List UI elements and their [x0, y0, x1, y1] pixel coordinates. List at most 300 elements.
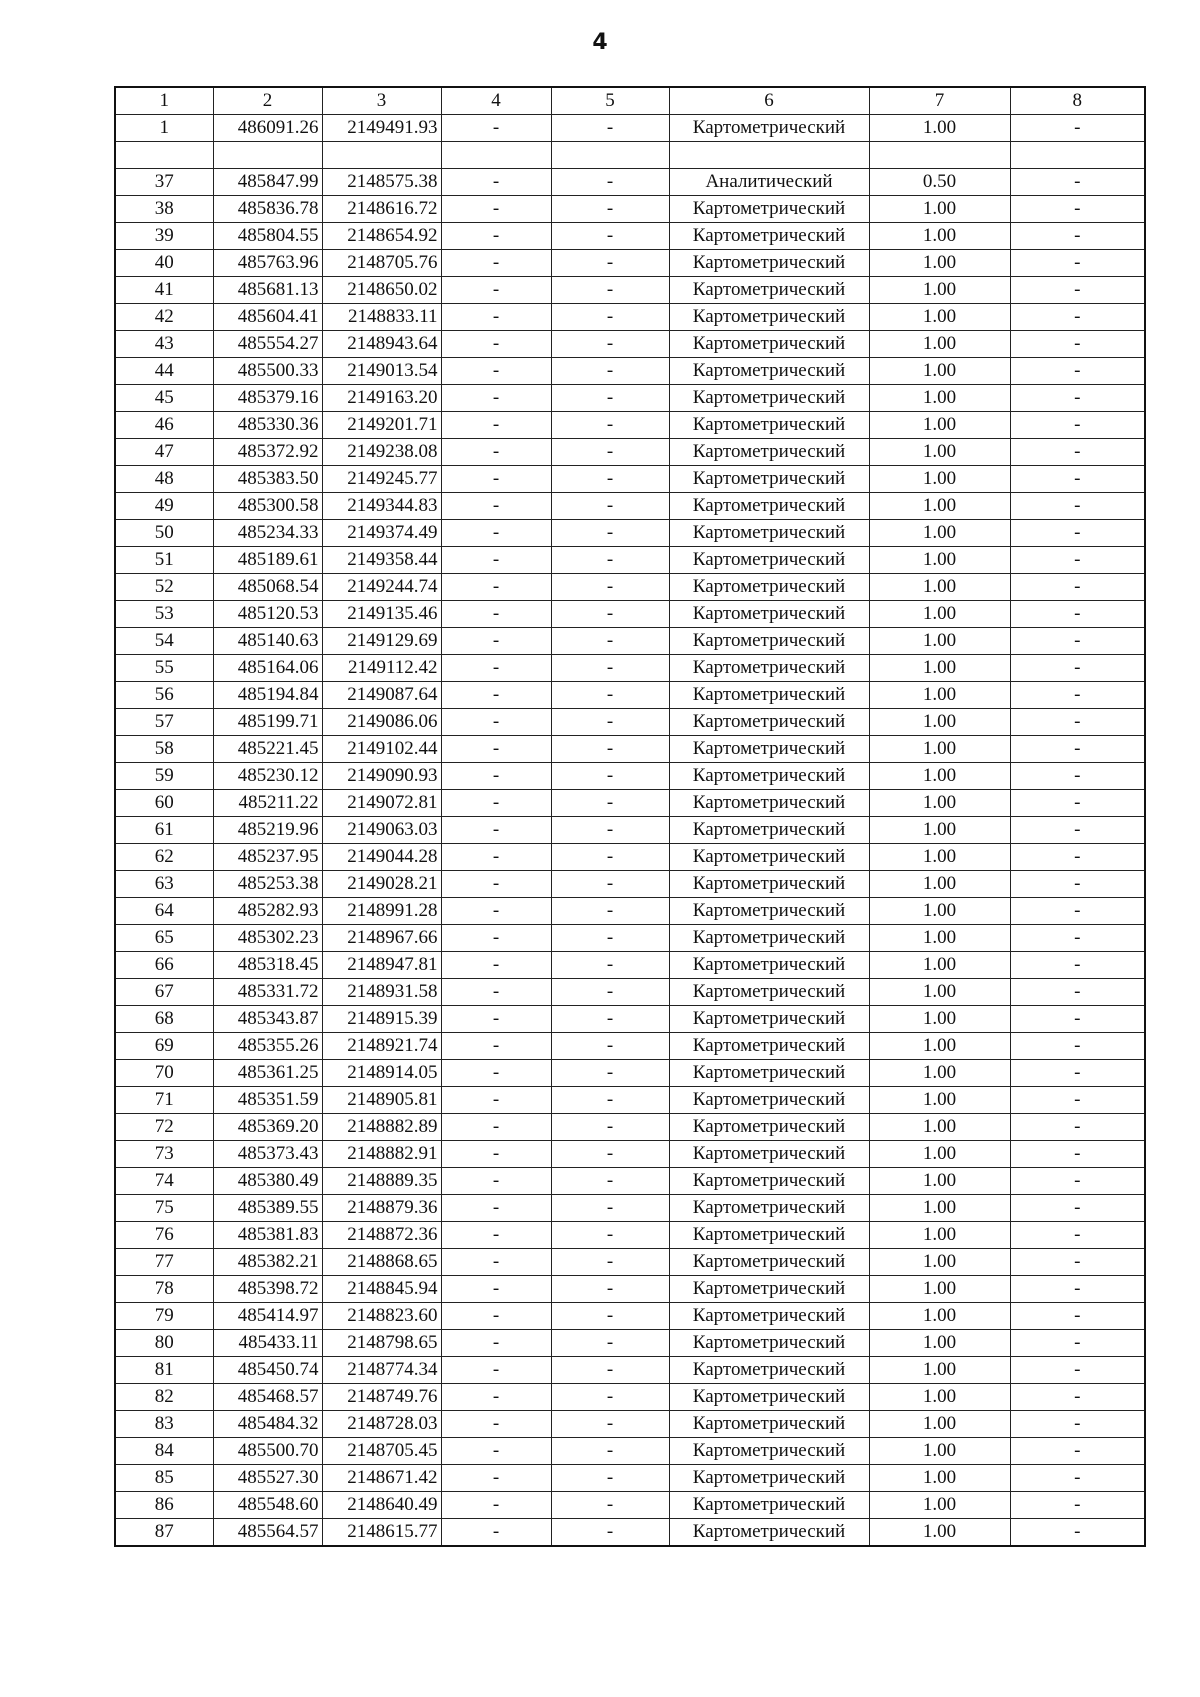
x-coordinate-cell: 485361.25: [213, 1060, 322, 1087]
column-4-cell: -: [441, 628, 551, 655]
accuracy-cell: 1.00: [869, 520, 1010, 547]
column-4-cell: -: [441, 763, 551, 790]
column-8-cell: -: [1010, 655, 1145, 682]
accuracy-cell: 0.50: [869, 169, 1010, 196]
point-number-cell: 64: [115, 898, 213, 925]
accuracy-cell: 1.00: [869, 844, 1010, 871]
x-coordinate-cell: 485433.11: [213, 1330, 322, 1357]
y-coordinate-cell: 2148882.91: [322, 1141, 441, 1168]
column-4-cell: -: [441, 1276, 551, 1303]
column-5-cell: -: [551, 1465, 669, 1492]
table-row: [115, 790, 1145, 817]
column-5-cell: -: [551, 763, 669, 790]
column-8-cell: -: [1010, 115, 1145, 142]
y-coordinate-cell: 2148823.60: [322, 1303, 441, 1330]
column-5-cell: -: [551, 898, 669, 925]
method-cell: Картометрический: [669, 385, 869, 412]
table-row: [115, 574, 1145, 601]
y-coordinate-cell: 2149028.21: [322, 871, 441, 898]
accuracy-cell: 1.00: [869, 979, 1010, 1006]
point-number-cell: 1: [115, 115, 213, 142]
x-coordinate-cell: 485234.33: [213, 520, 322, 547]
point-number-cell: 54: [115, 628, 213, 655]
accuracy-cell: 1.00: [869, 952, 1010, 979]
x-coordinate-cell: 485282.93: [213, 898, 322, 925]
accuracy-cell: 1.00: [869, 1060, 1010, 1087]
x-coordinate-cell: 485554.27: [213, 331, 322, 358]
accuracy-cell: 1.00: [869, 709, 1010, 736]
table-row: [115, 142, 1145, 169]
point-number-cell: 69: [115, 1033, 213, 1060]
x-coordinate-cell: 485383.50: [213, 466, 322, 493]
point-number-cell: 68: [115, 1006, 213, 1033]
y-coordinate-cell: 2148833.11: [322, 304, 441, 331]
method-cell: Картометрический: [669, 1168, 869, 1195]
table-row: [115, 304, 1145, 331]
table-row: [115, 277, 1145, 304]
method-cell: Картометрический: [669, 1276, 869, 1303]
x-coordinate-cell: 485548.60: [213, 1492, 322, 1519]
column-5-cell: -: [551, 358, 669, 385]
table-row: [115, 520, 1145, 547]
column-5-cell: -: [551, 871, 669, 898]
method-cell: Картометрический: [669, 196, 869, 223]
accuracy-cell: 1.00: [869, 871, 1010, 898]
y-coordinate-cell: 2148947.81: [322, 952, 441, 979]
point-number-cell: 39: [115, 223, 213, 250]
column-8-cell: -: [1010, 817, 1145, 844]
x-coordinate-cell: 485373.43: [213, 1141, 322, 1168]
column-4-cell: -: [441, 736, 551, 763]
method-cell: Картометрический: [669, 520, 869, 547]
table-row: [115, 898, 1145, 925]
accuracy-cell: 1.00: [869, 412, 1010, 439]
column-8-cell: -: [1010, 574, 1145, 601]
column-4-cell: -: [441, 520, 551, 547]
column-5-cell: -: [551, 1249, 669, 1276]
point-number-cell: 57: [115, 709, 213, 736]
method-cell: Картометрический: [669, 709, 869, 736]
point-number-cell: 83: [115, 1411, 213, 1438]
column-5-cell: -: [551, 331, 669, 358]
table-row: [115, 736, 1145, 763]
column-5-cell: -: [551, 1006, 669, 1033]
x-coordinate-cell: 485681.13: [213, 277, 322, 304]
column-8-cell: -: [1010, 1087, 1145, 1114]
accuracy-cell: 1.00: [869, 304, 1010, 331]
method-cell: Картометрический: [669, 1465, 869, 1492]
point-number-cell: 55: [115, 655, 213, 682]
table-row: [115, 628, 1145, 655]
point-number-cell: 81: [115, 1357, 213, 1384]
column-4-cell: -: [441, 601, 551, 628]
column-header: 2: [213, 87, 322, 115]
column-8-cell: -: [1010, 466, 1145, 493]
accuracy-cell: 1.00: [869, 331, 1010, 358]
accuracy-cell: 1.00: [869, 1222, 1010, 1249]
column-8-cell: -: [1010, 304, 1145, 331]
column-4-cell: -: [441, 1114, 551, 1141]
method-cell: Картометрический: [669, 1087, 869, 1114]
coordinates-table: [114, 86, 1146, 1547]
column-8-cell: -: [1010, 1438, 1145, 1465]
accuracy-cell: 1.00: [869, 1141, 1010, 1168]
x-coordinate-cell: 485500.70: [213, 1438, 322, 1465]
y-coordinate-cell: 2148905.81: [322, 1087, 441, 1114]
column-4-cell: [441, 142, 551, 169]
method-cell: Картометрический: [669, 628, 869, 655]
method-cell: Картометрический: [669, 682, 869, 709]
column-8-cell: [1010, 142, 1145, 169]
accuracy-cell: 1.00: [869, 1519, 1010, 1547]
point-number-cell: 70: [115, 1060, 213, 1087]
accuracy-cell: 1.00: [869, 736, 1010, 763]
column-4-cell: -: [441, 1141, 551, 1168]
column-5-cell: -: [551, 682, 669, 709]
y-coordinate-cell: 2148868.65: [322, 1249, 441, 1276]
method-cell: Картометрический: [669, 1330, 869, 1357]
point-number-cell: 49: [115, 493, 213, 520]
table-row: [115, 1195, 1145, 1222]
accuracy-cell: 1.00: [869, 223, 1010, 250]
y-coordinate-cell: 2148575.38: [322, 169, 441, 196]
x-coordinate-cell: 485414.97: [213, 1303, 322, 1330]
accuracy-cell: 1.00: [869, 196, 1010, 223]
column-8-cell: -: [1010, 979, 1145, 1006]
column-4-cell: -: [441, 709, 551, 736]
table-row: [115, 358, 1145, 385]
point-number-cell: 84: [115, 1438, 213, 1465]
table-row: [115, 925, 1145, 952]
point-number-cell: 78: [115, 1276, 213, 1303]
point-number-cell: 86: [115, 1492, 213, 1519]
column-5-cell: -: [551, 1033, 669, 1060]
point-number-cell: 48: [115, 466, 213, 493]
point-number-cell: 63: [115, 871, 213, 898]
y-coordinate-cell: 2149086.06: [322, 709, 441, 736]
x-coordinate-cell: 485836.78: [213, 196, 322, 223]
table-row: [115, 1249, 1145, 1276]
column-4-cell: -: [441, 1492, 551, 1519]
y-coordinate-cell: 2148845.94: [322, 1276, 441, 1303]
column-4-cell: -: [441, 169, 551, 196]
method-cell: Картометрический: [669, 412, 869, 439]
accuracy-cell: 1.00: [869, 1357, 1010, 1384]
column-5-cell: -: [551, 439, 669, 466]
column-5-cell: -: [551, 1330, 669, 1357]
column-5-cell: -: [551, 277, 669, 304]
y-coordinate-cell: 2149087.64: [322, 682, 441, 709]
accuracy-cell: 1.00: [869, 655, 1010, 682]
x-coordinate-cell: 485140.63: [213, 628, 322, 655]
point-number-cell: 58: [115, 736, 213, 763]
x-coordinate-cell: 485380.49: [213, 1168, 322, 1195]
column-4-cell: -: [441, 1465, 551, 1492]
y-coordinate-cell: 2149201.71: [322, 412, 441, 439]
column-4-cell: -: [441, 817, 551, 844]
method-cell: Картометрический: [669, 844, 869, 871]
column-4-cell: -: [441, 1249, 551, 1276]
column-8-cell: -: [1010, 1006, 1145, 1033]
x-coordinate-cell: 485372.92: [213, 439, 322, 466]
point-number-cell: 61: [115, 817, 213, 844]
column-5-cell: -: [551, 1114, 669, 1141]
method-cell: Картометрический: [669, 925, 869, 952]
accuracy-cell: 1.00: [869, 547, 1010, 574]
column-8-cell: -: [1010, 628, 1145, 655]
column-4-cell: -: [441, 1357, 551, 1384]
method-cell: Картометрический: [669, 1519, 869, 1547]
column-4-cell: -: [441, 385, 551, 412]
column-8-cell: -: [1010, 520, 1145, 547]
column-5-cell: -: [551, 952, 669, 979]
column-8-cell: -: [1010, 412, 1145, 439]
x-coordinate-cell: 485450.74: [213, 1357, 322, 1384]
y-coordinate-cell: 2148616.72: [322, 196, 441, 223]
column-8-cell: -: [1010, 1060, 1145, 1087]
y-coordinate-cell: 2148991.28: [322, 898, 441, 925]
accuracy-cell: 1.00: [869, 1384, 1010, 1411]
column-header: 1: [115, 87, 213, 115]
y-coordinate-cell: 2148728.03: [322, 1411, 441, 1438]
column-header: 7: [869, 87, 1010, 115]
column-8-cell: -: [1010, 1384, 1145, 1411]
column-8-cell: -: [1010, 493, 1145, 520]
column-4-cell: -: [441, 115, 551, 142]
table-row: [115, 601, 1145, 628]
y-coordinate-cell: 2148654.92: [322, 223, 441, 250]
column-4-cell: -: [441, 1222, 551, 1249]
point-number-cell: 60: [115, 790, 213, 817]
column-5-cell: -: [551, 790, 669, 817]
column-5-cell: -: [551, 925, 669, 952]
accuracy-cell: 1.00: [869, 1033, 1010, 1060]
x-coordinate-cell: 485253.38: [213, 871, 322, 898]
column-5-cell: -: [551, 574, 669, 601]
column-5-cell: -: [551, 1087, 669, 1114]
column-5-cell: -: [551, 493, 669, 520]
method-cell: Картометрический: [669, 736, 869, 763]
column-4-cell: -: [441, 1195, 551, 1222]
x-coordinate-cell: 485199.71: [213, 709, 322, 736]
column-5-cell: -: [551, 736, 669, 763]
point-number-cell: 75: [115, 1195, 213, 1222]
accuracy-cell: 1.00: [869, 1438, 1010, 1465]
x-coordinate-cell: 485343.87: [213, 1006, 322, 1033]
point-number-cell: 59: [115, 763, 213, 790]
table-row: [115, 1060, 1145, 1087]
y-coordinate-cell: 2149044.28: [322, 844, 441, 871]
method-cell: Картометрический: [669, 790, 869, 817]
accuracy-cell: 1.00: [869, 628, 1010, 655]
table-row: [115, 709, 1145, 736]
table-row: [115, 466, 1145, 493]
accuracy-cell: 1.00: [869, 1276, 1010, 1303]
column-5-cell: -: [551, 304, 669, 331]
column-8-cell: -: [1010, 682, 1145, 709]
y-coordinate-cell: 2148915.39: [322, 1006, 441, 1033]
table-row: [115, 223, 1145, 250]
column-5-cell: -: [551, 655, 669, 682]
column-4-cell: -: [441, 844, 551, 871]
point-number-cell: 40: [115, 250, 213, 277]
column-5-cell: -: [551, 223, 669, 250]
y-coordinate-cell: 2149102.44: [322, 736, 441, 763]
y-coordinate-cell: 2149358.44: [322, 547, 441, 574]
column-8-cell: -: [1010, 1357, 1145, 1384]
method-cell: Аналитический: [669, 169, 869, 196]
column-header: 6: [669, 87, 869, 115]
table-row: [115, 655, 1145, 682]
x-coordinate-cell: 485318.45: [213, 952, 322, 979]
accuracy-cell: 1.00: [869, 1168, 1010, 1195]
x-coordinate-cell: 485219.96: [213, 817, 322, 844]
table-row: [115, 979, 1145, 1006]
accuracy-cell: 1.00: [869, 466, 1010, 493]
column-8-cell: -: [1010, 952, 1145, 979]
table-body: [115, 115, 1145, 1547]
table-row: [115, 169, 1145, 196]
method-cell: Картометрический: [669, 1006, 869, 1033]
x-coordinate-cell: 485194.84: [213, 682, 322, 709]
point-number-cell: 56: [115, 682, 213, 709]
column-5-cell: -: [551, 1195, 669, 1222]
column-4-cell: -: [441, 196, 551, 223]
column-4-cell: -: [441, 952, 551, 979]
y-coordinate-cell: 2148671.42: [322, 1465, 441, 1492]
column-5-cell: -: [551, 250, 669, 277]
x-coordinate-cell: 485389.55: [213, 1195, 322, 1222]
accuracy-cell: 1.00: [869, 1006, 1010, 1033]
column-5-cell: -: [551, 1411, 669, 1438]
table-row: [115, 1384, 1145, 1411]
method-cell: Картометрический: [669, 952, 869, 979]
accuracy-cell: 1.00: [869, 1465, 1010, 1492]
accuracy-cell: 1.00: [869, 1087, 1010, 1114]
y-coordinate-cell: 2148914.05: [322, 1060, 441, 1087]
point-number-cell: 38: [115, 196, 213, 223]
page-number: 4: [592, 30, 608, 55]
column-8-cell: -: [1010, 277, 1145, 304]
accuracy-cell: 1.00: [869, 763, 1010, 790]
method-cell: Картометрический: [669, 574, 869, 601]
column-5-cell: -: [551, 1276, 669, 1303]
column-8-cell: -: [1010, 1033, 1145, 1060]
method-cell: Картометрический: [669, 1114, 869, 1141]
y-coordinate-cell: 2149163.20: [322, 385, 441, 412]
table-row: [115, 1519, 1145, 1547]
column-5-cell: -: [551, 1438, 669, 1465]
point-number-cell: 77: [115, 1249, 213, 1276]
column-8-cell: -: [1010, 439, 1145, 466]
point-number-cell: 82: [115, 1384, 213, 1411]
column-5-cell: -: [551, 1519, 669, 1547]
column-4-cell: -: [441, 223, 551, 250]
table-row: [115, 1357, 1145, 1384]
point-number-cell: 62: [115, 844, 213, 871]
table-row: [115, 1465, 1145, 1492]
column-5-cell: -: [551, 1060, 669, 1087]
table-row: [115, 1438, 1145, 1465]
accuracy-cell: 1.00: [869, 493, 1010, 520]
method-cell: Картометрический: [669, 763, 869, 790]
method-cell: Картометрический: [669, 277, 869, 304]
y-coordinate-cell: 2148705.76: [322, 250, 441, 277]
accuracy-cell: 1.00: [869, 1411, 1010, 1438]
accuracy-cell: 1.00: [869, 358, 1010, 385]
column-8-cell: -: [1010, 871, 1145, 898]
column-4-cell: -: [441, 358, 551, 385]
column-5-cell: -: [551, 709, 669, 736]
y-coordinate-cell: 2148889.35: [322, 1168, 441, 1195]
x-coordinate-cell: 485300.58: [213, 493, 322, 520]
table-row: [115, 1033, 1145, 1060]
table-row: [115, 493, 1145, 520]
y-coordinate-cell: 2149491.93: [322, 115, 441, 142]
column-4-cell: -: [441, 925, 551, 952]
column-8-cell: -: [1010, 1330, 1145, 1357]
column-5-cell: -: [551, 412, 669, 439]
x-coordinate-cell: 485381.83: [213, 1222, 322, 1249]
column-5-cell: -: [551, 1168, 669, 1195]
table-row: [115, 250, 1145, 277]
column-4-cell: -: [441, 1060, 551, 1087]
column-header: 8: [1010, 87, 1145, 115]
column-5-cell: -: [551, 385, 669, 412]
method-cell: Картометрический: [669, 898, 869, 925]
column-4-cell: -: [441, 574, 551, 601]
column-5-cell: -: [551, 169, 669, 196]
point-number-cell: 37: [115, 169, 213, 196]
x-coordinate-cell: [213, 142, 322, 169]
y-coordinate-cell: 2149344.83: [322, 493, 441, 520]
x-coordinate-cell: 485527.30: [213, 1465, 322, 1492]
method-cell: Картометрический: [669, 1060, 869, 1087]
y-coordinate-cell: 2148650.02: [322, 277, 441, 304]
x-coordinate-cell: 486091.26: [213, 115, 322, 142]
table-row: [115, 412, 1145, 439]
accuracy-cell: 1.00: [869, 817, 1010, 844]
x-coordinate-cell: 485164.06: [213, 655, 322, 682]
accuracy-cell: [869, 142, 1010, 169]
method-cell: Картометрический: [669, 871, 869, 898]
table-row: [115, 844, 1145, 871]
method-cell: [669, 142, 869, 169]
point-number-cell: 79: [115, 1303, 213, 1330]
x-coordinate-cell: 485355.26: [213, 1033, 322, 1060]
column-4-cell: -: [441, 493, 551, 520]
table-row: [115, 1087, 1145, 1114]
accuracy-cell: 1.00: [869, 115, 1010, 142]
column-4-cell: -: [441, 1033, 551, 1060]
column-4-cell: -: [441, 1087, 551, 1114]
y-coordinate-cell: 2148872.36: [322, 1222, 441, 1249]
accuracy-cell: 1.00: [869, 439, 1010, 466]
accuracy-cell: 1.00: [869, 925, 1010, 952]
x-coordinate-cell: 485211.22: [213, 790, 322, 817]
column-8-cell: -: [1010, 1249, 1145, 1276]
column-8-cell: -: [1010, 1195, 1145, 1222]
point-number-cell: 65: [115, 925, 213, 952]
y-coordinate-cell: 2149112.42: [322, 655, 441, 682]
column-8-cell: -: [1010, 385, 1145, 412]
accuracy-cell: 1.00: [869, 601, 1010, 628]
accuracy-cell: 1.00: [869, 1114, 1010, 1141]
column-4-cell: -: [441, 1006, 551, 1033]
y-coordinate-cell: 2149135.46: [322, 601, 441, 628]
column-8-cell: -: [1010, 763, 1145, 790]
method-cell: Картометрический: [669, 439, 869, 466]
